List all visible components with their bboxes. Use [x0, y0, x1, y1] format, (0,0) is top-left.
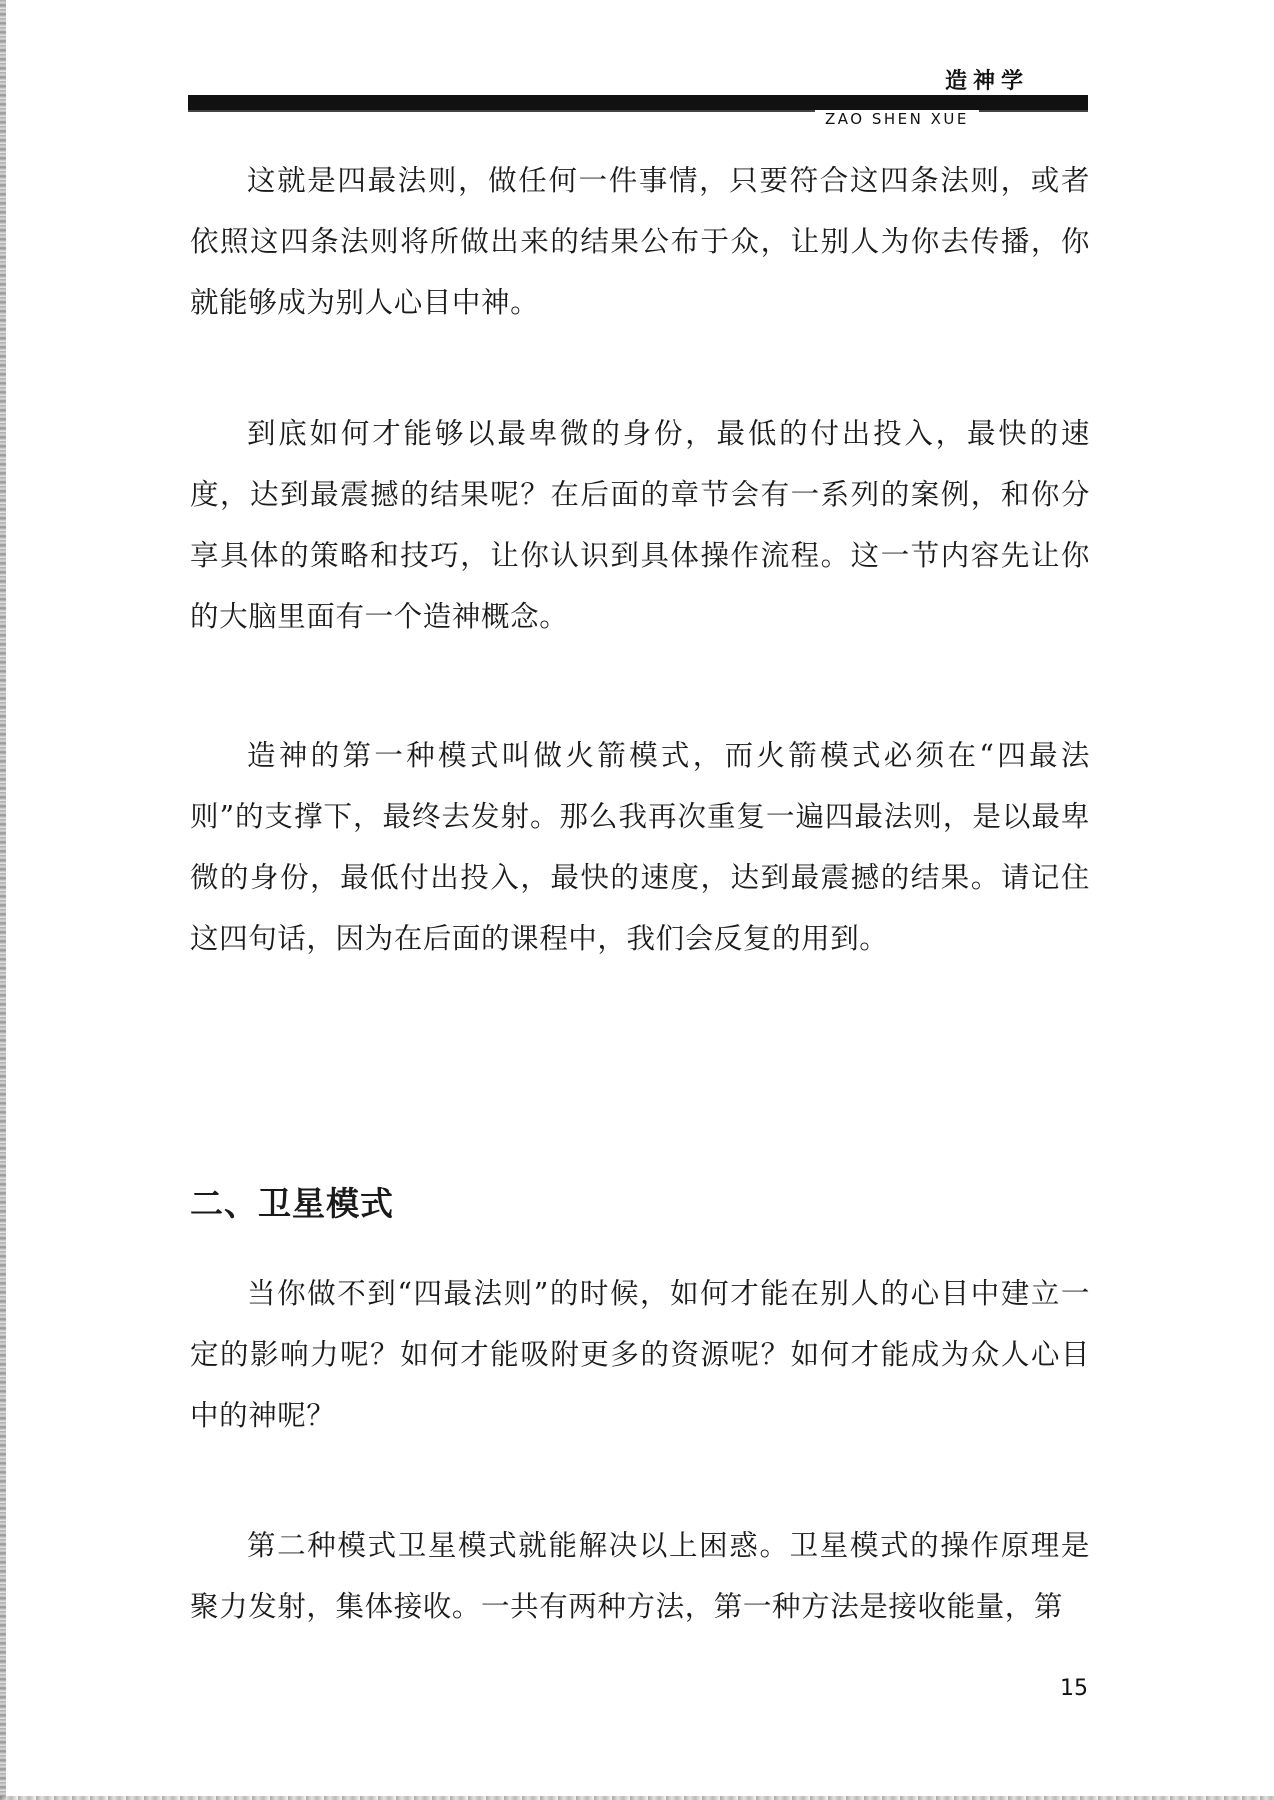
- header-title: 造神学: [945, 69, 1030, 94]
- paragraph-1: 这就是四最法则，做任何一件事情，只要符合这四条法则，或者依照这四条法则将所做出来的结果公布于众，让别人为你去传播，你就能够成为别人心目中神。: [190, 164, 1090, 319]
- scan-edge-bottom: [0, 1796, 1274, 1800]
- header-rule: [188, 95, 1088, 110]
- scan-edge-left: [0, 0, 6, 1800]
- header-subtitle: ZAO SHEN XUE: [815, 110, 979, 128]
- paragraph-3: 造神的第一种模式叫做火箭模式，而火箭模式必须在“四最法则”的支撑下，最终去发射。那么我再次重复一遍四最法则，是以最卑微的身份，最低付出投入，最快的速度，达到最震撼的结果。请记住这四句话，因为在后面的课程中，我们会反复的用到。: [190, 739, 1090, 955]
- paragraph-2: 到底如何才能够以最卑微的身份，最低的付出投入，最快的速度，达到最震撼的结果呢？在后面的章节会有一系列的案例，和你分享具体的策略和技巧，让你认识到具体操作流程。这一节内容先让你的大脑里面有一个造神概念。: [190, 417, 1090, 633]
- section-heading: 二、卫星模式: [190, 1184, 394, 1223]
- section-paragraph-1: 当你做不到“四最法则”的时候，如何才能在别人的心目中建立一定的影响力呢？如何才能吸附更多的资源呢？如何才能成为众人心目中的神呢？: [190, 1277, 1090, 1432]
- section-paragraph-2: 第二种模式卫星模式就能解决以上困惑。卫星模式的操作原理是聚力发射，集体接收。一共有两种方法，第一种方法是接收能量，第: [190, 1529, 1090, 1623]
- page-number: 15: [1060, 1676, 1088, 1701]
